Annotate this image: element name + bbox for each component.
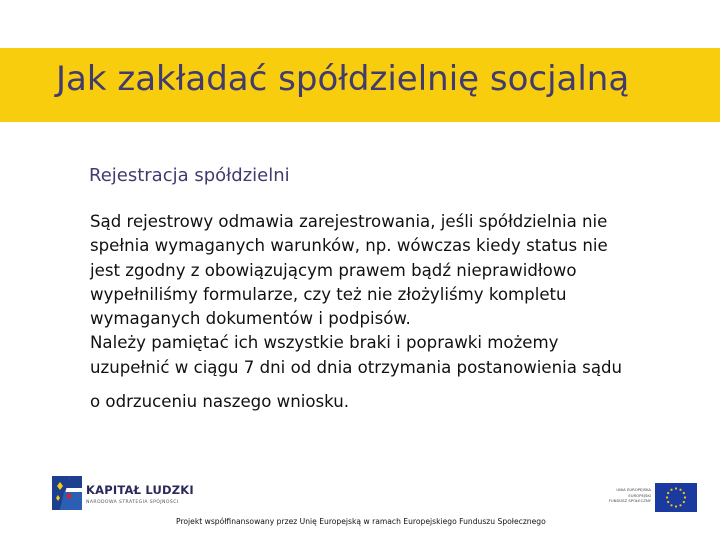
- eu-text-line: UNIA EUROPEJSKA: [616, 487, 651, 492]
- footer-text: Projekt współfinansowany przez Unię Europejską w ramach Europejskiego Funduszu Społecznego: [176, 517, 546, 526]
- body-line: wymaganych dokumentów i podpisów.: [90, 309, 411, 329]
- body-line: spełnia wymaganych warunków, np. wówczas kiedy status nie: [90, 236, 608, 256]
- kapital-ludzki-subtitle: NARODOWA STRATEGIA SPÓJNOŚCI: [86, 500, 179, 505]
- slide-subtitle: Rejestracja spółdzielni: [89, 165, 290, 186]
- slide-title: Jak zakładać spółdzielnię socjalną: [56, 59, 630, 99]
- body-line: uzupełnić w ciągu 7 dni od dnia otrzymania postanowienia sądu: [90, 357, 623, 377]
- eu-flag-icon: [655, 483, 697, 512]
- eu-text: [601, 487, 651, 504]
- body-line: wypełniliśmy formularze, czy też nie złożyliśmy kompletu: [90, 284, 567, 304]
- eu-text-line: EUROPEJSKI: [628, 492, 651, 498]
- body-line: Sąd rejestrowy odmawia zarejestrowania, jeśli spółdzielnia nie: [90, 212, 608, 231]
- body-last-line: o odrzuceniu naszego wniosku.: [90, 392, 350, 411]
- eu-text-line: FUNDUSZ SPOŁECZNY: [608, 498, 651, 504]
- body-text: [90, 210, 710, 380]
- kapital-ludzki-logo-icon: [48, 474, 84, 512]
- body-line: Należy pamiętać ich wszystkie braki i poprawki możemy: [90, 333, 559, 353]
- kapital-ludzki-name: KAPITAŁ LUDZKI: [86, 483, 194, 497]
- body-line: jest zgodny z obowiązującym prawem bądź nieprawidłowo: [90, 260, 577, 280]
